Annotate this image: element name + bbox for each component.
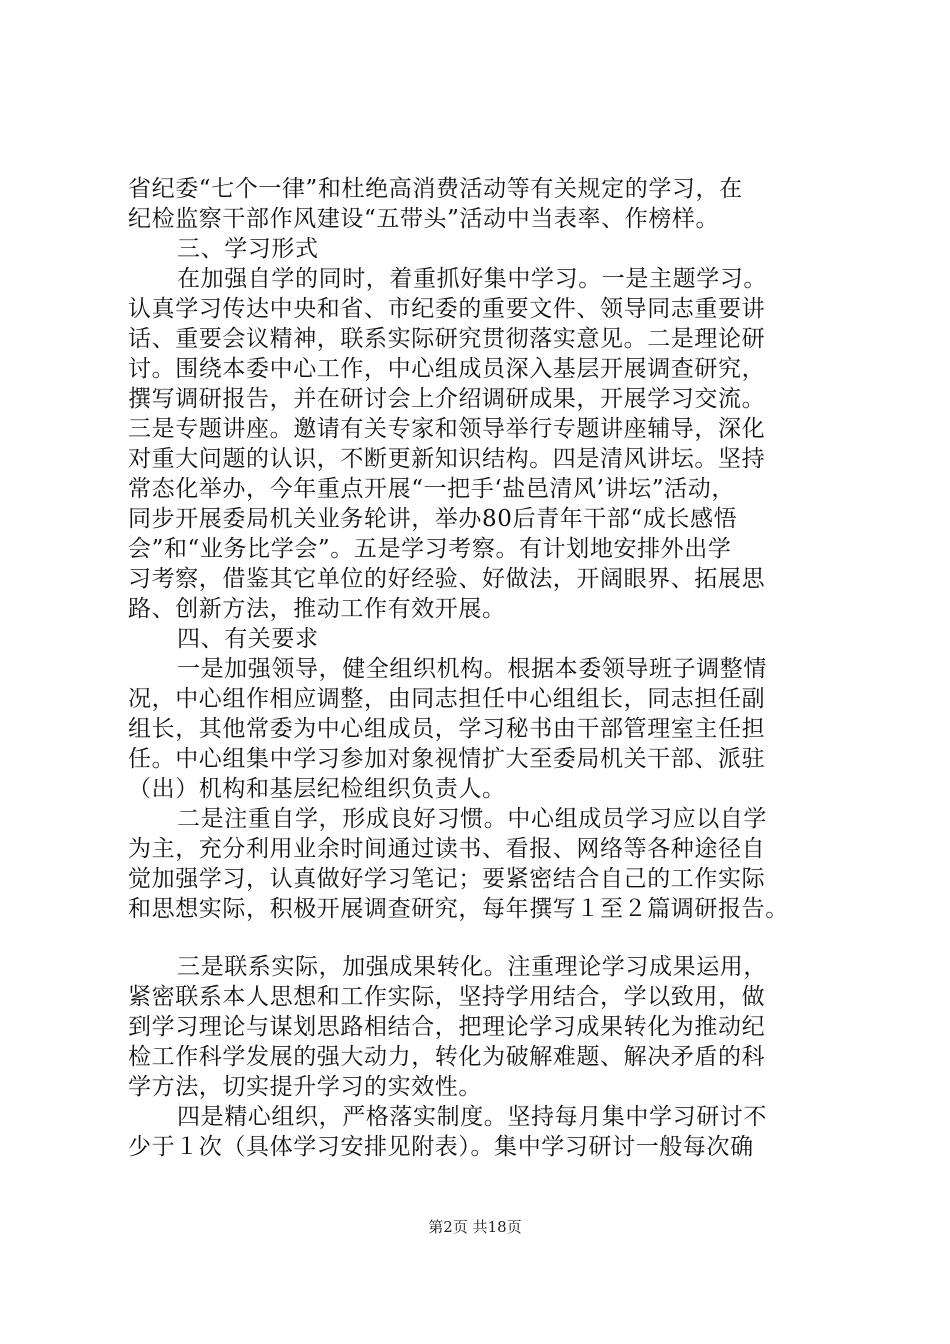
text-line: 会”和“业务比学会”。五是学习考察。有计划地安排外出学 bbox=[128, 536, 732, 562]
text-line: 和思想实际，积极开展调查研究，每年撰写１至２篇调研报告。 bbox=[128, 896, 789, 922]
text-line: 四是精心组织，严格落实制度。坚持每月集中学习研讨不 bbox=[177, 1104, 767, 1130]
text-line: 少于１次（具体学习安排见附表）。集中学习研讨一般每次确 bbox=[128, 1134, 754, 1160]
text-line: 撰写调研报告，并在研讨会上介绍调研成果，开展学习交流。 bbox=[128, 386, 766, 412]
text-line: 紧密联系本人思想和工作实际，坚持学用结合，学以致用，做 bbox=[128, 984, 766, 1010]
text-line: 纪检监察干部作风建设“五带头”活动中当表率、作榜样。 bbox=[128, 206, 720, 232]
section-heading bbox=[128, 624, 828, 654]
paragraph bbox=[128, 1102, 828, 1162]
paragraph bbox=[128, 952, 828, 1102]
text-line: 认真学习传达中央和省、市纪委的重要文件、领导同志重要讲 bbox=[128, 296, 766, 322]
text-line: 三是联系实际，加强成果转化。注重理论学习成果运用， bbox=[177, 954, 767, 980]
text-line: 一是加强领导，健全组织机构。根据本委领导班子调整情 bbox=[177, 656, 767, 682]
paragraph bbox=[128, 654, 828, 804]
section-heading bbox=[128, 234, 828, 264]
text-line: 同步开展委局机关业务轮讲，举办80后青年干部“成长感悟 bbox=[128, 506, 738, 532]
text-line: 组长，其他常委为中心组成员，学习秘书由干部管理室主任担 bbox=[128, 716, 766, 742]
text-line: 为主，充分利用业余时间通过读书、看报、网络等各种途径自 bbox=[128, 836, 766, 862]
text-line: 省纪委“七个一律”和杜绝高消费活动等有关规定的学习，在 bbox=[128, 176, 743, 202]
text-line: 在加强自学的同时，着重抓好集中学习。一是主题学习。 bbox=[177, 266, 767, 292]
page-footer: 第2页 共18页 bbox=[428, 1218, 522, 1236]
text-line: 况，中心组作相应调整，由同志担任中心组组长，同志担任副 bbox=[128, 686, 766, 712]
paragraph bbox=[128, 804, 828, 924]
paragraph bbox=[128, 264, 828, 624]
text-line: 二是注重自学，形成良好习惯。中心组成员学习应以自学 bbox=[177, 806, 767, 832]
text-line: 路、创新方法，推动工作有效开展。 bbox=[128, 596, 506, 622]
document-body bbox=[128, 174, 828, 1162]
blank-spacer bbox=[128, 924, 828, 952]
paragraph bbox=[128, 174, 828, 234]
text-line: 检工作科学发展的强大动力，转化为破解难题、解决矛盾的科 bbox=[128, 1044, 766, 1070]
text-line: 常态化举办，今年重点开展“一把手‘盐邑清风’讲坛”活动， bbox=[128, 476, 735, 502]
text-line: 到学习理论与谋划思路相结合，把理论学习成果转化为推动纪 bbox=[128, 1014, 766, 1040]
text-line: 学方法，切实提升学习的实效性。 bbox=[128, 1074, 482, 1100]
text-line: 讨。围绕本委中心工作，中心组成员深入基层开展调查研究， bbox=[128, 356, 766, 382]
text-line: （出）机构和基层纪检组织负责人。 bbox=[128, 776, 506, 802]
text-line: 三是专题讲座。邀请有关专家和领导举行专题讲座辅导，深化 bbox=[128, 416, 766, 442]
text-line: 三、学习形式 bbox=[177, 236, 319, 262]
text-line: 话、重要会议精神，联系实际研究贯彻落实意见。二是理论研 bbox=[128, 326, 766, 352]
text-line: 四、有关要求 bbox=[177, 626, 319, 652]
text-line: 对重大问题的认识，不断更新知识结构。四是清风讲坛。坚持 bbox=[128, 446, 766, 472]
text-line: 觉加强学习，认真做好学习笔记；要紧密结合自己的工作实际 bbox=[128, 866, 766, 892]
text-line: 习考察，借鉴其它单位的好经验、好做法，开阔眼界、拓展思 bbox=[128, 566, 766, 592]
text-line: 任。中心组集中学习参加对象视情扩大至委局机关干部、派驻 bbox=[128, 746, 766, 772]
